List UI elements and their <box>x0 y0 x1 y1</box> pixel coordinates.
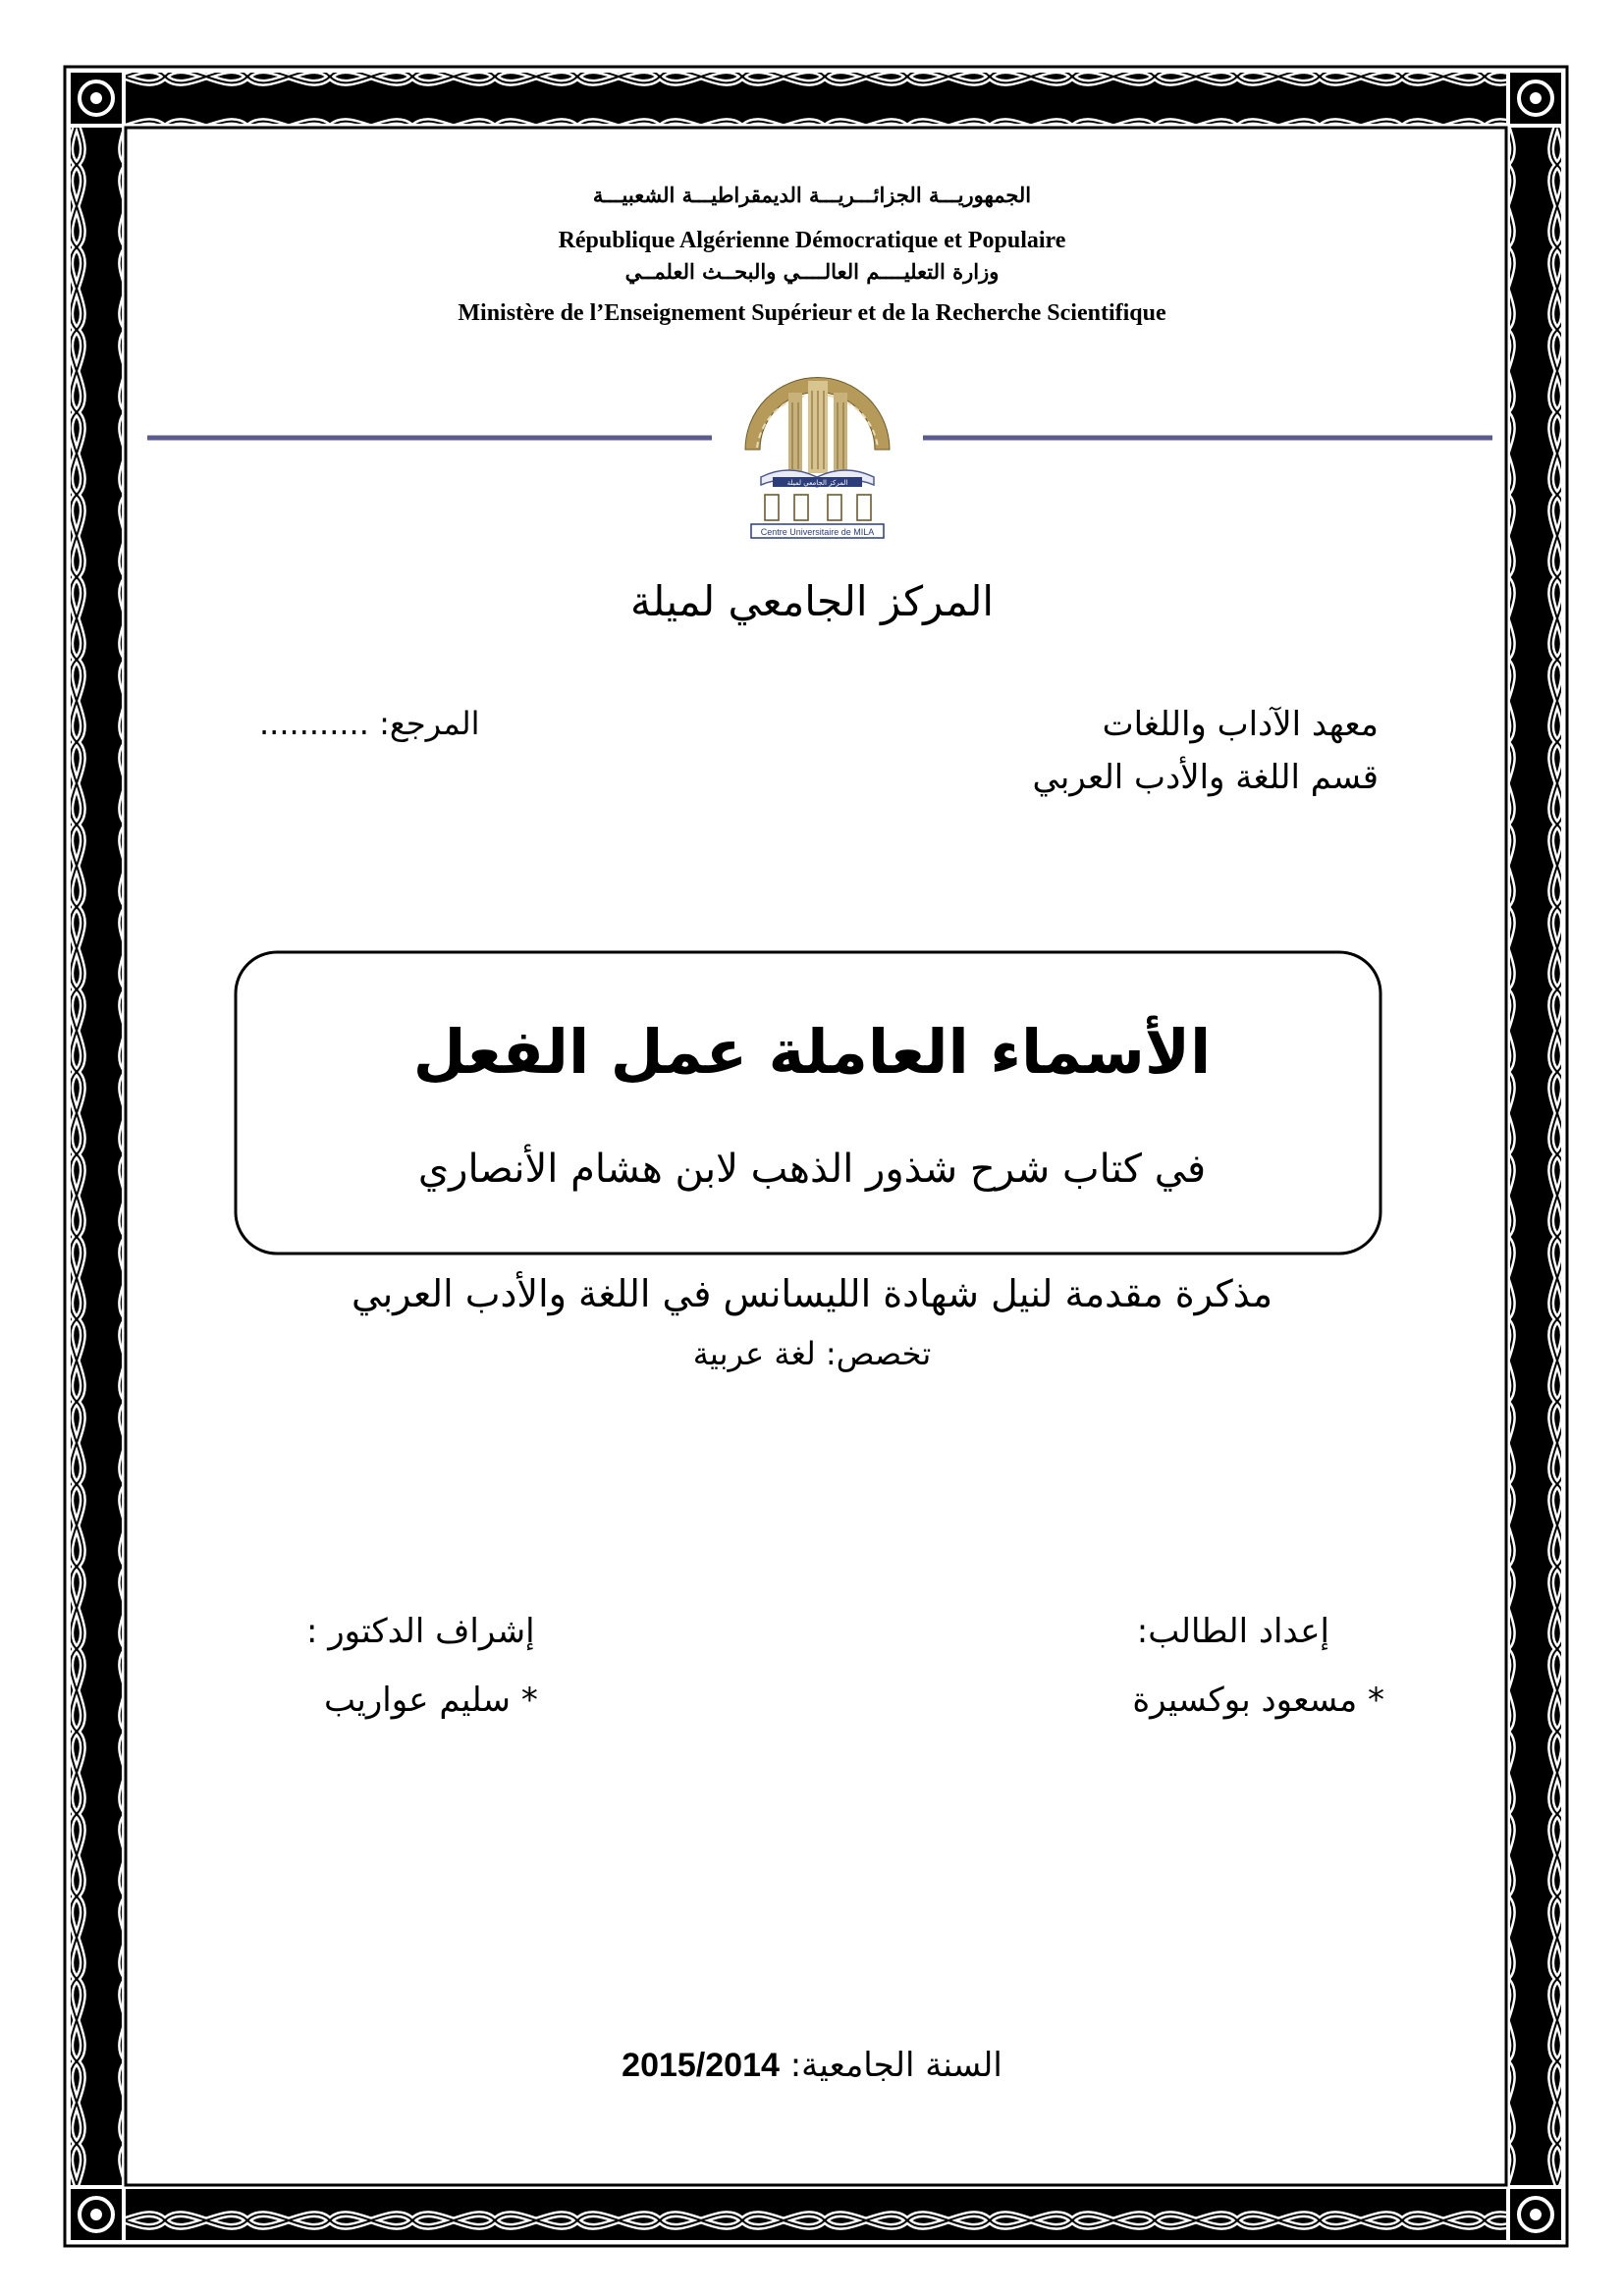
center-name: المركز الجامعي لميلة <box>629 577 995 625</box>
thesis-subtitle: في كتاب شرح شذور الذهب لابن هشام الأنصاري <box>417 1147 1207 1192</box>
republic-arabic: الجمهوريـــة الجزائـــريـــة الديمقراطيـــة الشعبيـــة <box>592 183 1032 207</box>
academic-year-label: السنة الجامعية: <box>789 2046 1002 2085</box>
corner-ornament-top-right <box>1510 73 1561 124</box>
logo-banner-text: المركز الجامعي لميلة <box>786 479 848 487</box>
thesis-specialty: تخصص: لغة عربية <box>692 1335 932 1372</box>
ministry-arabic: وزارة التعليــــم العالــــي والبحــث العلمــي <box>624 259 1000 284</box>
ministry-french: Ministère de l’Enseignement Supérieur et de la Recherche Scientifique <box>458 300 1166 326</box>
university-logo <box>731 351 903 543</box>
thesis-purpose: مذكرة مقدمة لنيل شهادة الليسانس في اللغة والأدب العربي <box>351 1272 1273 1315</box>
supervisor-label: إشراف الدكتور : <box>306 1612 535 1651</box>
academic-year-value: 2015/2014 <box>622 2047 780 2084</box>
border-band-top <box>126 73 1506 124</box>
academic-year <box>0 2046 1624 2085</box>
corner-ornament-bottom-right <box>1510 2189 1561 2240</box>
supervisor-name: * سليم عواريب <box>324 1681 538 1720</box>
student-name: * مسعود بوكسيرة <box>1132 1681 1384 1720</box>
title-box-frame <box>236 952 1380 1254</box>
logo-caption: Centre Universitaire de MILA <box>760 527 875 537</box>
corner-ornament-top-left <box>71 73 122 124</box>
department-name: قسم اللغة والأدب العربي <box>1032 758 1379 797</box>
student-label: إعداد الطالب: <box>1136 1612 1329 1651</box>
republic-french: République Algérienne Démocratique et Populaire <box>558 228 1066 253</box>
institute-name: معهد الآداب واللغات <box>1102 705 1379 744</box>
thesis-title: الأسماء العاملة عمل الفعل <box>412 1016 1212 1088</box>
border-band-bottom <box>126 2189 1506 2240</box>
corner-ornament-bottom-left <box>71 2189 122 2240</box>
reference-number: المرجع: ........... <box>259 705 480 742</box>
